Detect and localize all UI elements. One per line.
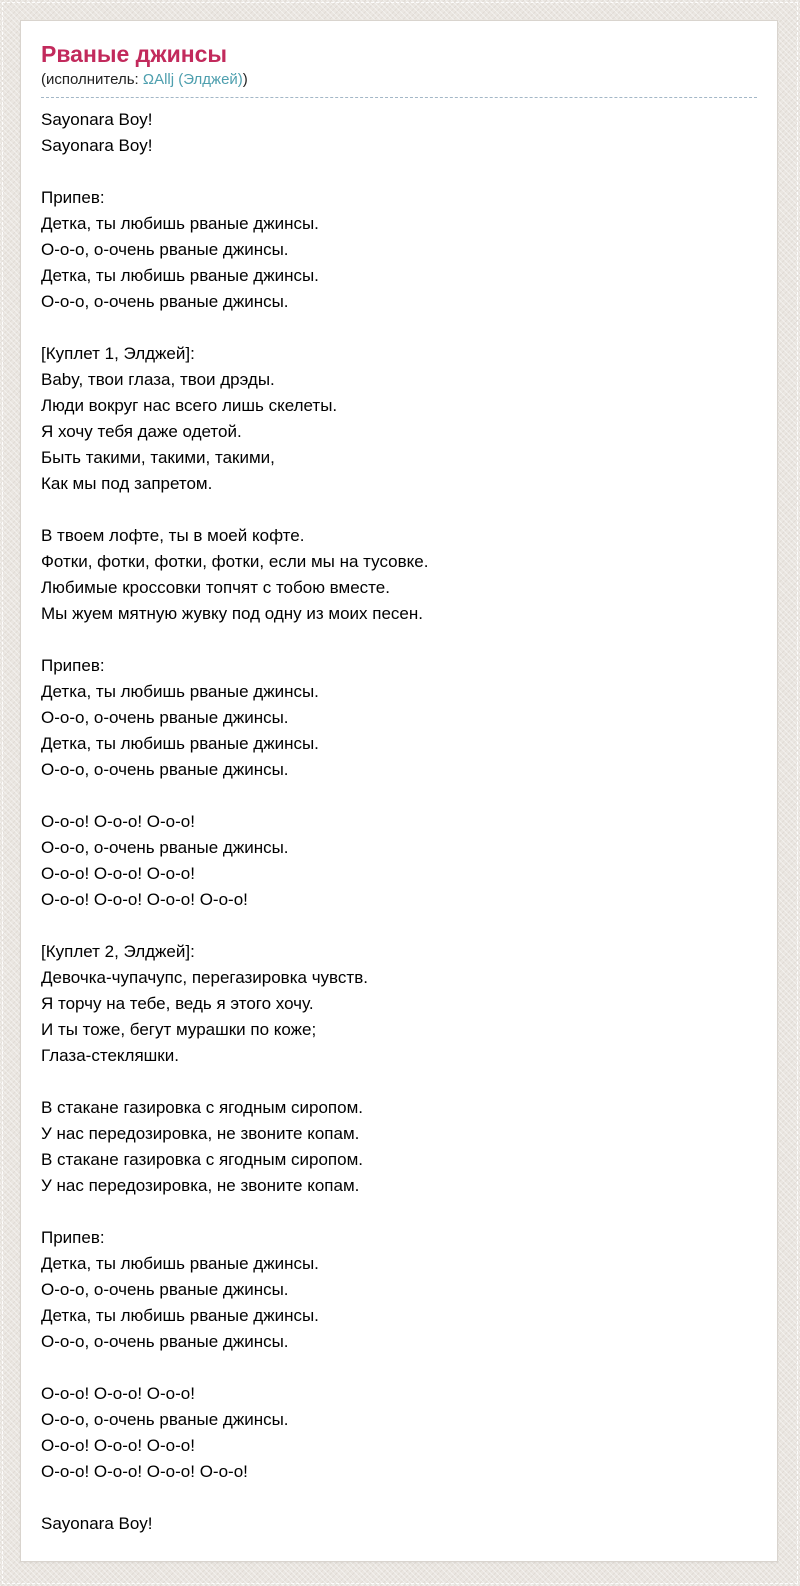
lyric-line: Детка, ты любишь рваные джинсы. xyxy=(41,1254,319,1273)
lyrics-text xyxy=(41,107,757,1537)
lyric-line: О-о-о, о-очень рваные джинсы. xyxy=(41,240,289,259)
lyric-line: В стакане газировка с ягодным сиропом. xyxy=(41,1150,364,1169)
lyric-line: О-о-о, о-очень рваные джинсы. xyxy=(41,1280,289,1299)
stanza xyxy=(41,809,757,913)
lyric-line: О-о-о! О-о-о! О-о-о! xyxy=(41,812,195,831)
stanza xyxy=(41,653,757,783)
lyric-line: Baby, твои глаза, твои дрэды. xyxy=(41,370,275,389)
lyric-line: И ты тоже, бегут мурашки по коже; xyxy=(41,1020,317,1039)
lyric-line: Глаза-стекляшки. xyxy=(41,1046,179,1065)
lyric-line: У нас передозировка, не звоните копам. xyxy=(41,1124,360,1143)
lyric-line: Sayonara Boy! xyxy=(41,110,153,129)
lyrics-card xyxy=(20,20,778,1562)
lyric-line: Припев: xyxy=(41,656,105,675)
artist-suffix: ) xyxy=(242,71,248,88)
lyric-line: О-о-о, о-очень рваные джинсы. xyxy=(41,292,289,311)
stanza xyxy=(41,1095,757,1199)
lyric-line: О-о-о, о-очень рваные джинсы. xyxy=(41,1410,289,1429)
lyric-line: Фотки, фотки, фотки, фотки, если мы на тусовке. xyxy=(41,552,429,571)
lyric-line: О-о-о, о-очень рваные джинсы. xyxy=(41,760,289,779)
lyric-line: Припев: xyxy=(41,1228,105,1247)
lyric-line: О-о-о! О-о-о! О-о-о! xyxy=(41,1384,195,1403)
lyric-line: В стакане газировка с ягодным сиропом. xyxy=(41,1098,364,1117)
lyric-line: Я хочу тебя даже одетой. xyxy=(41,422,242,441)
lyric-line: Любимые кроссовки топчят с тобою вместе. xyxy=(41,578,390,597)
lyric-line: Быть такими, такими, такими, xyxy=(41,448,275,467)
stanza xyxy=(41,523,757,627)
lyric-line: О-о-о, о-очень рваные джинсы. xyxy=(41,838,289,857)
stanza xyxy=(41,341,757,497)
lyric-line: О-о-о! О-о-о! О-о-о! xyxy=(41,1436,195,1455)
lyric-line: Припев: xyxy=(41,188,105,207)
lyric-line: Sayonara Boy! xyxy=(41,1514,153,1533)
lyric-line: Детка, ты любишь рваные джинсы. xyxy=(41,214,319,233)
lyric-line: О-о-о, о-очень рваные джинсы. xyxy=(41,1332,289,1351)
lyric-line: Детка, ты любишь рваные джинсы. xyxy=(41,682,319,701)
lyric-line: О-о-о, о-очень рваные джинсы. xyxy=(41,708,289,727)
lyric-line: Девочка-чупачупс, перегазировка чувств. xyxy=(41,968,368,987)
lyric-line: Детка, ты любишь рваные джинсы. xyxy=(41,266,319,285)
lyric-line: Мы жуем мятную жувку под одну из моих песен. xyxy=(41,604,423,623)
lyric-line: Детка, ты любишь рваные джинсы. xyxy=(41,734,319,753)
lyric-line: У нас передозировка, не звоните копам. xyxy=(41,1176,360,1195)
stanza xyxy=(41,1225,757,1355)
stanza xyxy=(41,1511,757,1537)
lyric-line: О-о-о! О-о-о! О-о-о! xyxy=(41,864,195,883)
lyric-line: В твоем лофте, ты в моей кофте. xyxy=(41,526,305,545)
artist-prefix: (исполнитель: xyxy=(41,71,143,88)
stanza xyxy=(41,107,757,159)
lyric-line: Sayonara Boy! xyxy=(41,136,153,155)
artist-link[interactable]: ΩAllj (Элджей) xyxy=(142,71,243,88)
lyric-line: О-о-о! О-о-о! О-о-о! О-о-о! xyxy=(41,890,248,909)
song-header xyxy=(41,41,757,98)
lyric-line: Я торчу на тебе, ведь я этого хочу. xyxy=(41,994,314,1013)
stanza xyxy=(41,1381,757,1485)
song-title: Рваные джинсы xyxy=(41,41,228,67)
lyric-line: О-о-о! О-о-о! О-о-о! О-о-о! xyxy=(41,1462,248,1481)
artist-line xyxy=(41,70,757,90)
lyric-line: Как мы под запретом. xyxy=(41,474,213,493)
lyric-line: Люди вокруг нас всего лишь скелеты. xyxy=(41,396,338,415)
stanza xyxy=(41,939,757,1069)
lyric-line: Детка, ты любишь рваные джинсы. xyxy=(41,1306,319,1325)
lyric-line: [Куплет 2, Элджей]: xyxy=(41,942,195,961)
lyric-line: [Куплет 1, Элджей]: xyxy=(41,344,195,363)
stanza xyxy=(41,185,757,315)
